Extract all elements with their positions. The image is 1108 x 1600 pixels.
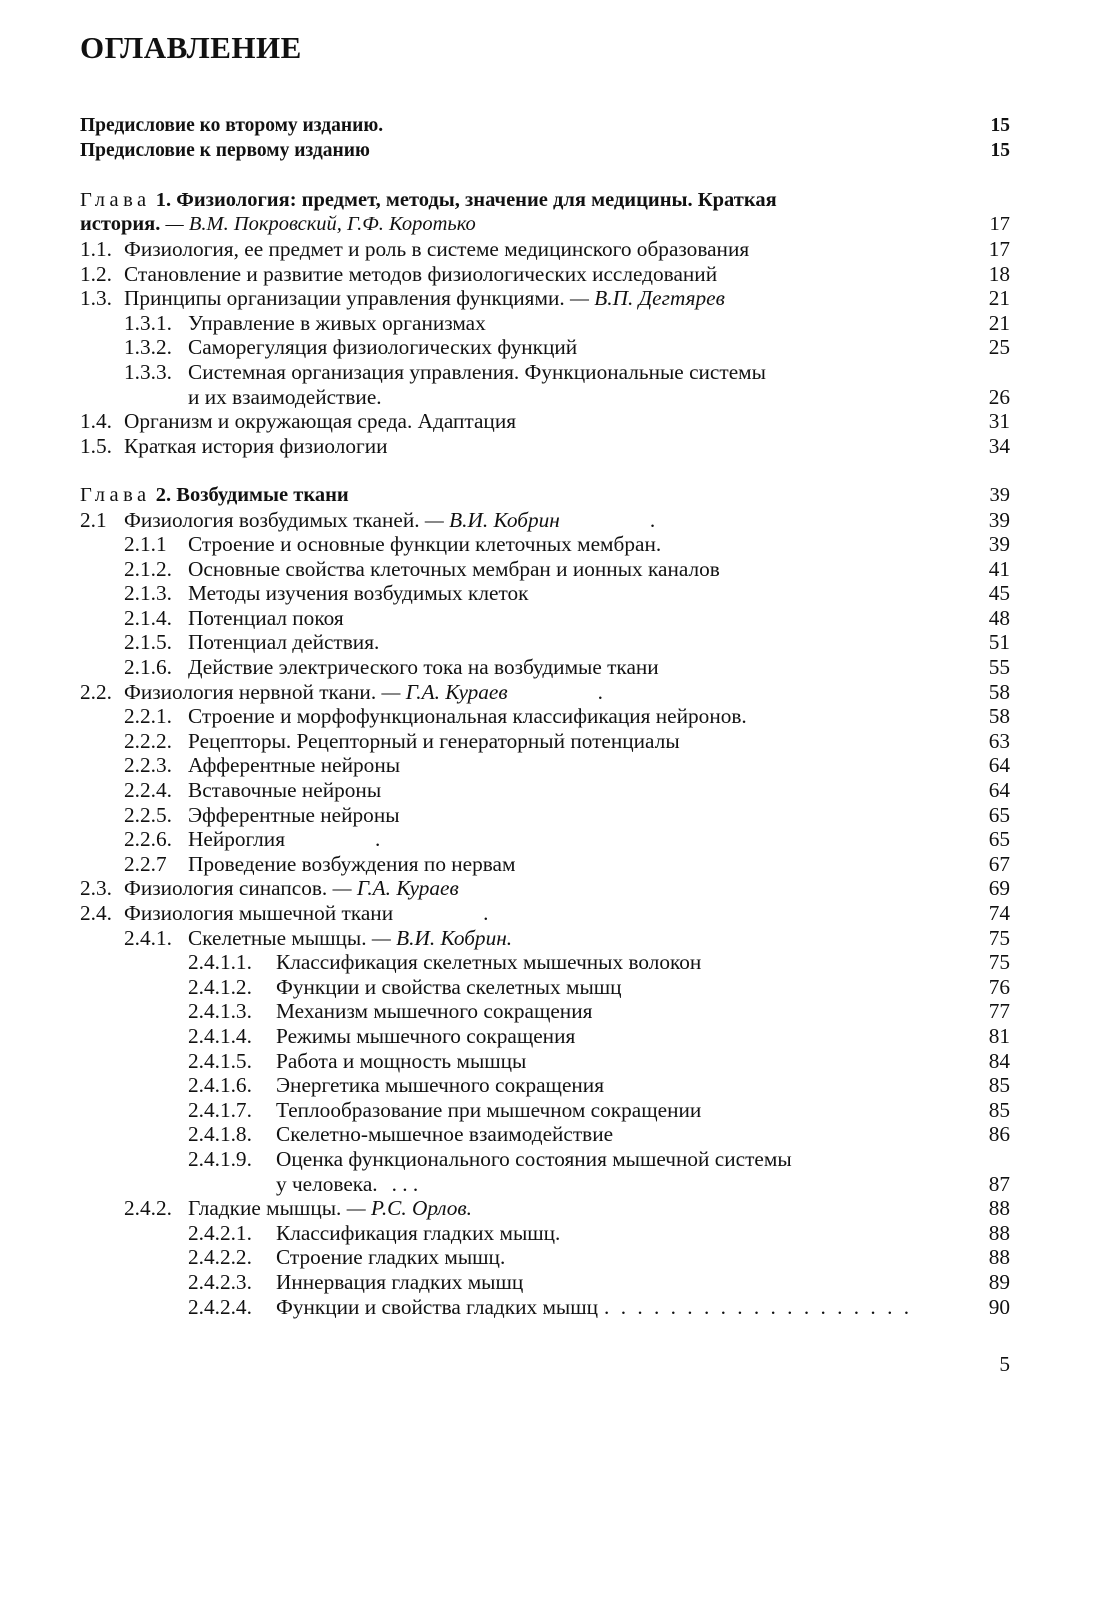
entry-author: — Р.С. Орлов. [346,1196,472,1221]
chapter-1-entries [80,237,1010,458]
toc-heading: ОГЛАВЛЕНИЕ [80,30,302,65]
entry-page: 34 [988,433,1010,458]
toc-chapter-2[interactable] [80,483,1010,508]
entry-author: — В.И. Кобрин. [371,925,513,950]
toc-entry[interactable] [80,262,1010,287]
entry-number: 2.2.6. [124,827,172,852]
entry-text [188,335,577,360]
entry-number: 2.4.1.4. [188,1023,252,1048]
chapter-title: Физиология: предмет, методы, значение для медицины. Краткая [176,188,777,211]
entry-page: 65 [988,827,1010,852]
entry-title: Функции и свойства скелетных мышц [276,974,622,999]
entry-title: Афферентные нейроны [188,753,401,778]
toc-entry[interactable] [80,827,1010,852]
entry-page: 18 [988,261,1010,286]
entry-number: 2.4.1.6. [188,1073,252,1098]
entry-page: 15 [990,139,1010,161]
entry-number: 1.3.2. [124,335,172,360]
entry-title: Управление в живых организмах [188,310,486,335]
entry-text [124,286,725,311]
entry-text [276,1147,792,1172]
chapter-label: Глава [80,188,151,211]
entry-title: Строение и основные функции клеточных мембран. [188,532,662,557]
entry-page: 86 [988,1122,1010,1147]
entry-page: 58 [988,704,1010,729]
toc-entry[interactable] [80,434,1010,459]
entry-title: Предисловие к первому изданию [80,139,370,161]
entry-text [276,975,622,1000]
entry-number: 2.4.2.2. [188,1245,252,1270]
entry-page: 89 [988,1269,1010,1294]
entry-page: 17 [988,236,1010,261]
entry-author: — В.П. Дегтярев [570,286,725,311]
entry-number: 2.4.1.9. [188,1146,252,1171]
entry-title: Эфферентные нейроны [188,802,400,827]
entry-page: 63 [988,728,1010,753]
toc-entry[interactable] [80,655,1010,680]
entry-text-cont [276,1172,418,1197]
entry-title: Строение и морфофункциональная классификация нейронов. [188,704,747,729]
entry-number: 2.4.2.3. [188,1269,252,1294]
toc-entry[interactable] [80,532,1010,557]
entry-number: 2.1.1 [124,532,167,557]
toc-entry[interactable] [80,926,1010,951]
toc-entry[interactable] [80,852,1010,877]
entry-text [276,999,592,1024]
entry-page: 39 [988,507,1010,532]
entry-title: Потенциал действия. [188,630,380,655]
entry-number: 2.2.5. [124,802,172,827]
entry-title: Физиология нервной ткани. [124,679,377,704]
chapter-number: 2. [155,483,172,506]
entry-text [124,876,459,901]
entry-title: Методы изучения возбудимых клеток [188,581,529,606]
entry-title: Проведение возбуждения по нервам [188,851,516,876]
entry-page: 26 [988,384,1010,409]
toc-entry[interactable] [80,975,1010,1000]
entry-page: 65 [988,802,1010,827]
entry-page: 67 [988,851,1010,876]
entry-title: Системная организация управления. Функциональные системы [188,359,766,384]
entry-page: 31 [988,409,1010,434]
toc-entry[interactable] [80,704,1010,729]
entry-page: 25 [988,335,1010,360]
toc-chapter-1[interactable] [80,188,1010,213]
entry-author: — Г.А. Кураев [381,679,508,704]
entry-number: 2.4. [80,901,112,925]
entry-text [188,704,747,729]
toc-entry[interactable] [80,680,1010,705]
toc-entry[interactable] [80,1122,1010,1147]
entry-text [276,1245,505,1270]
entry-text [188,926,512,951]
toc-entry[interactable] [80,237,1010,262]
toc-entry[interactable] [80,1245,1010,1270]
chapter-number: 1. [155,188,172,211]
entry-title: Рецепторы. Рецепторный и генераторный потенциалы [188,728,680,753]
toc-entry[interactable] [80,1147,1010,1172]
entry-page: 41 [988,556,1010,581]
entry-text [276,1024,575,1049]
entry-text [124,901,488,926]
toc-entry[interactable] [80,360,1010,385]
entry-page: 58 [988,679,1010,704]
entry-page: 39 [988,532,1010,557]
entry-text [276,1098,701,1123]
entry-title: Нейроглия [188,827,286,852]
toc-entry[interactable] [80,1270,1010,1295]
entry-page: 64 [988,778,1010,803]
entry-page: 88 [988,1220,1010,1245]
entry-title: Потенциал покоя [188,605,344,630]
entry-title: Вставочные нейроны [188,778,382,803]
entry-title: Основные свойства клеточных мембран и ионных каналов [188,556,720,581]
toc-entry[interactable] [80,335,1010,360]
entry-text [276,1073,604,1098]
entry-title: Классификация гладких мышц. [276,1220,561,1245]
toc-entry[interactable] [80,729,1010,754]
entry-number: 2.1.3. [124,581,172,606]
entry-page: 75 [988,950,1010,975]
toc-entry[interactable] [80,581,1010,606]
entry-text [276,1295,912,1320]
entry-text [188,852,516,877]
entry-text [276,1122,613,1147]
entry-title: Режимы мышечного сокращения [276,1023,576,1048]
entry-number: 2.4.2.1. [188,1220,252,1245]
entry-number: 2.4.1.5. [188,1048,252,1073]
entry-number: 2.2.4. [124,778,172,803]
chapter-2-entries [80,508,1010,1320]
entry-title: Гладкие мышцы. [188,1196,342,1221]
toc-entry[interactable] [80,286,1010,311]
entry-number: 2.1 [80,507,107,532]
entry-number: 1.3.3. [124,359,172,384]
entry-text [188,606,344,631]
entry-title: Физиология синапсов. [124,876,328,901]
entry-title: Скелетные мышцы. [188,925,367,950]
entry-page: 21 [988,310,1010,335]
entry-title: Скелетно-мышечное взаимодействие [276,1122,614,1147]
toc-entry[interactable] [80,606,1010,631]
entry-title: Оценка функционального состояния мышечной системы [276,1146,792,1171]
entry-title: Теплообразование при мышечном сокращении [276,1097,702,1122]
entry-page: 15 [990,115,1010,136]
toc-entry[interactable] [80,630,1010,655]
chapter-title-cont: история. [80,213,161,236]
entry-number: 2.1.5. [124,630,172,655]
entry-text [124,409,516,434]
toc-entry[interactable] [80,409,1010,434]
entry-title: Работа и мощность мышцы [276,1048,527,1073]
entry-number: 1.5. [80,433,112,458]
entry-page: 75 [988,925,1010,950]
entry-text [188,1196,472,1221]
entry-number: 1.1. [80,236,112,261]
entry-number: 2.4.1. [124,925,172,950]
entry-number: 2.4.1.7. [188,1097,252,1122]
chapter-label: Глава [80,483,151,506]
toc-entry[interactable] [80,1196,1010,1221]
entry-page: 88 [988,1196,1010,1221]
entry-page: 39 [989,483,1010,506]
entry-page: 87 [988,1171,1010,1196]
entry-number: 2.2.1. [124,704,172,729]
entry-number: 2.4.1.8. [188,1122,252,1147]
entry-number: 2.3. [80,876,112,901]
entry-author: — Г.А. Кураев [332,876,459,901]
entry-text [188,827,380,852]
entry-page: 76 [988,974,1010,999]
toc-entry[interactable] [80,753,1010,778]
entry-trail: . [375,827,381,852]
chapter-title: Возбудимые ткани [176,483,349,506]
entry-text [124,680,603,705]
entry-text [276,1049,526,1074]
entry-text [188,360,766,385]
entry-number: 1.2. [80,261,112,286]
entry-page: 85 [988,1073,1010,1098]
toc-entry[interactable] [80,1049,1010,1074]
entry-number: 2.1.6. [124,655,172,680]
toc-entry[interactable] [80,901,1010,926]
entry-trail: . [649,507,656,532]
toc-entry[interactable] [80,950,1010,975]
entry-title: Саморегуляция физиологических функций [188,335,578,360]
entry-number: 2.2.2. [124,728,172,753]
entry-number: 1.3.1. [124,310,172,335]
entry-title-cont: у человека. [276,1171,378,1196]
entry-text [188,753,400,778]
entry-page: 17 [989,213,1010,236]
entry-number: 2.4.1.3. [188,999,252,1024]
entry-page: 88 [988,1245,1010,1270]
entry-number: 2.4.2.4. [188,1294,252,1319]
entry-number: 2.4.1.2. [188,974,252,999]
entry-number: 2.1.4. [124,605,172,630]
entry-page: 90 [988,1294,1010,1319]
entry-title: Предисловие ко второму изданию. [80,115,384,136]
toc-entry-cont[interactable] [80,385,1010,410]
entry-number: 2.2.3. [124,753,172,778]
entry-page: 69 [988,876,1010,901]
entry-title: Физиология возбудимых тканей. [124,507,420,532]
entry-title: Действие электрического тока на возбудимые ткани [188,655,659,680]
entry-page: 74 [988,901,1010,925]
toc-entry[interactable] [80,1073,1010,1098]
entry-text [188,655,659,680]
entry-text [188,557,720,582]
toc-entry[interactable] [80,876,1010,901]
entry-title: Энергетика мышечного сокращения [276,1073,605,1098]
entry-text [188,778,381,803]
entry-text [124,434,388,459]
entry-text [188,803,400,828]
toc-entry[interactable] [80,557,1010,582]
entry-title-cont: и их взаимодействие. [188,384,382,409]
entry-text [188,311,486,336]
entry-page: 21 [988,286,1010,311]
entry-page: 85 [988,1097,1010,1122]
toc-entry[interactable] [80,508,1010,533]
entry-text [276,1270,523,1295]
entry-title: Организм и окружающая среда. Адаптация [124,409,517,434]
entry-leader: . . . . . . . . . . . . . . . . . . . [604,1294,913,1319]
entry-number: 2.2. [80,679,112,704]
entry-number: 1.3. [80,286,112,311]
page-number: 5 [999,1352,1010,1376]
toc-chapter-1-cont[interactable] [80,212,1010,237]
toc-entry[interactable] [80,311,1010,336]
entry-text [124,237,749,262]
entry-trail: . . . [391,1171,419,1196]
entry-title: Физиология мышечной ткани [124,901,394,925]
entry-number: 2.1.2. [124,556,172,581]
entry-author: — В.И. Кобрин [424,507,560,532]
entry-number: 1.4. [80,409,112,434]
entry-title: Классификация скелетных мышечных волокон [276,950,702,975]
entry-page: 81 [988,1023,1010,1048]
entry-page: 51 [988,630,1010,655]
toc-entry-cont[interactable] [80,1172,1010,1197]
toc-entry[interactable] [80,778,1010,803]
entry-page: 77 [988,999,1010,1024]
entry-title: Иннервация гладких мышц [276,1269,524,1294]
table-of-contents [80,114,1010,1319]
entry-text [188,630,379,655]
entry-page: 48 [988,605,1010,630]
entry-title: Становление и развитие методов физиологических исследований [124,261,718,286]
entry-text [188,581,528,606]
entry-text-cont [188,385,382,410]
toc-entry[interactable] [80,1024,1010,1049]
entry-trail: . [597,679,603,704]
toc-entry[interactable] [80,1098,1010,1123]
entry-page: 64 [988,753,1010,778]
toc-entry-preface-2[interactable] [80,114,1010,139]
entry-page: 45 [988,581,1010,606]
entry-title: Строение гладких мышц. [276,1245,506,1270]
entry-title: Механизм мышечного сокращения [276,999,593,1024]
toc-entry-preface-1[interactable] [80,139,1010,164]
toc-entry[interactable] [80,803,1010,828]
entry-title: Функции и свойства гладких мышц [276,1294,599,1319]
entry-text [188,532,661,557]
toc-entry[interactable] [80,1295,1010,1320]
entry-title: Физиология, ее предмет и роль в системе медицинского образования [124,236,750,261]
toc-entry[interactable] [80,999,1010,1024]
entry-title: Краткая история физиологии [124,433,388,458]
toc-entry[interactable] [80,1221,1010,1246]
entry-page: 84 [988,1048,1010,1073]
entry-text [188,729,680,754]
entry-number: 2.4.2. [124,1196,172,1221]
chapter-authors: — В.М. Покровский, Г.Ф. Коротько [165,213,476,236]
entry-text [276,1221,560,1246]
entry-page: 55 [988,655,1010,680]
entry-trail: . [483,901,489,925]
entry-number: 2.4.1.1. [188,950,252,975]
entry-text [124,508,655,533]
entry-title: Принципы организации управления функциями. [124,286,565,311]
entry-text [276,950,701,975]
entry-text [124,262,717,287]
entry-number: 2.2.7 [124,851,167,876]
